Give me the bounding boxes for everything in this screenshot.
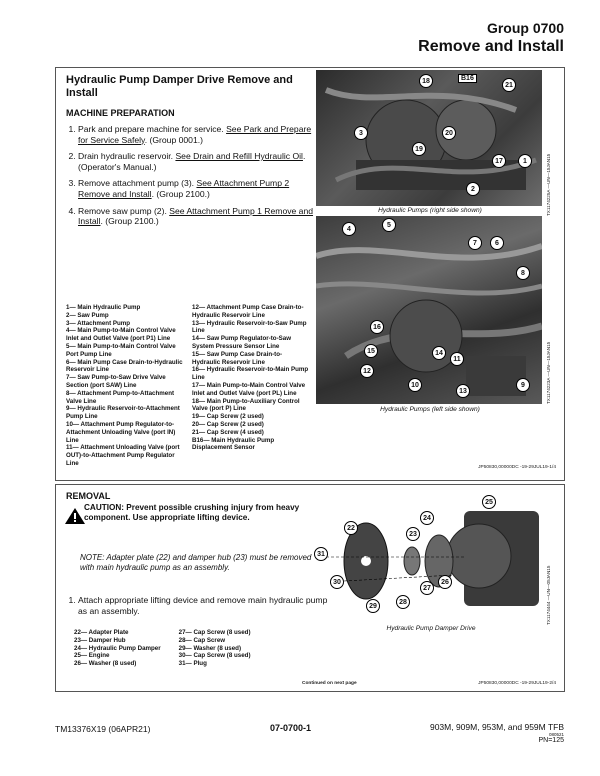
legend-item: 19— Cap Screw (2 used): [192, 413, 264, 421]
reference-code: JP50830,00000DC -19-29JUL19-1/4: [478, 465, 556, 470]
legend-item: 30— Cap Screw (8 used): [178, 652, 251, 660]
callout-12: 12: [360, 364, 374, 378]
warning-icon: [64, 507, 86, 525]
legend-item: 16— Hydraulic Reservoir-to-Main Pump Line: [192, 366, 309, 382]
note-text: NOTE: Adapter plate (22) and damper hub (23) must be removed with main hydraulic pump as an assembly.: [80, 553, 312, 572]
callout-6: 6: [490, 236, 504, 250]
step-item: 1. Attach appropriate lifting device and remove main hydraulic pump as an assembly.: [78, 595, 328, 616]
parts-legend: [66, 304, 316, 468]
model-names: 903M, 909M, 953M, and 959M TFB: [429, 722, 564, 732]
step-item: 3. Remove attachment pump (3). See Attachment Pump 2 Remove and Install. (Group 2100.): [78, 178, 316, 199]
hydraulic-pumps-right-photo: [316, 70, 542, 206]
callout-29: 29: [366, 599, 380, 613]
page-title: Remove and Install: [418, 38, 564, 55]
parts-legend: [74, 629, 251, 668]
legend-item: 18— Main Pump-to-Auxiliary Control Valve (port P) Line: [192, 397, 300, 413]
legend-item: 23— Damper Hub: [74, 636, 126, 644]
removal-panel: [55, 484, 565, 692]
damper-drive-diagram: [314, 491, 542, 621]
removal-steps: [66, 595, 328, 622]
group-header: [418, 20, 564, 56]
callout-27: 27: [420, 581, 434, 595]
legend-item: 14— Saw Pump Regulator-to-Saw System Pressure Sensor Line: [192, 335, 292, 350]
callout-22: 22: [344, 521, 358, 535]
callout-15: 15: [364, 344, 378, 358]
step-item: 1. Park and prepare machine for service. See Park and Prepare for Service Safely. (Group 0001.): [78, 124, 316, 145]
callout-21: 21: [502, 78, 516, 92]
callout-3: 3: [354, 126, 368, 140]
model-info: [430, 722, 564, 744]
step-link[interactable]: See Attachment Pump 1 Remove and Install: [78, 205, 314, 227]
photo1-id: TX1174225A —UN—15JAN15: [546, 153, 551, 216]
photo2-caption: Hydraulic Pumps (left side shown): [380, 406, 480, 413]
legend-item: 24— Hydraulic Pump Damper: [74, 644, 161, 652]
legend-item: 11— Attachment Unloading Valve (port OUT)-to-Attachment Pump Regulator Line: [66, 444, 180, 467]
callout-31: 31: [314, 547, 328, 561]
pn-number: PN=125: [538, 737, 564, 744]
pump-illustration: [316, 216, 542, 404]
callout-30: 30: [330, 575, 344, 589]
callout-9: 9: [516, 378, 530, 392]
legend-item: 26— Washer (8 used): [74, 660, 137, 668]
photo1-caption: Hydraulic Pumps (right side shown): [378, 207, 482, 214]
legend-item: 15— Saw Pump Case Drain-to-Hydraulic Reservoir Line: [192, 350, 283, 366]
callout-19: 19: [412, 142, 426, 156]
callout-23: 23: [406, 527, 420, 541]
callout-28: 28: [396, 595, 410, 609]
page-number: 07-0700-1: [270, 723, 312, 733]
continued-note: Continued on next page: [302, 681, 357, 686]
preparation-steps: [66, 124, 316, 227]
legend-item: 9— Hydraulic Reservoir-to-Attachment Pump Line: [66, 405, 180, 421]
legend-item: 6— Main Pump Case Drain-to-Hydraulic Reservoir Line: [66, 358, 183, 374]
diagram-caption: Hydraulic Pump Damper Drive: [386, 625, 476, 632]
callout-8: 8: [516, 266, 530, 280]
step-link[interactable]: See Attachment Pump 2 Remove and Install: [78, 178, 290, 199]
callout-10: 10: [408, 378, 422, 392]
callout-b16: B16: [458, 74, 477, 83]
machine-preparation-panel: [55, 67, 565, 481]
legend-item: 8— Attachment Pump-to-Attachment Valve Line: [66, 389, 175, 405]
manual-id: TM13376X19 (06APR21): [55, 724, 151, 734]
callout-14: 14: [432, 346, 446, 360]
photo2-id: TX1174223A —UN—15JAN15: [546, 341, 551, 404]
callout-4: 4: [342, 222, 356, 236]
callout-5: 5: [382, 218, 396, 232]
callout-24: 24: [420, 511, 434, 525]
callout-18: 18: [419, 74, 433, 88]
caution-text: CAUTION: Prevent possible crushing injury from heavy component. Use appropriate lifting device.: [84, 503, 300, 522]
callout-7: 7: [468, 236, 482, 250]
callout-11: 11: [450, 352, 464, 366]
section-title: REMOVAL: [66, 491, 111, 501]
legend-item: 2— Saw Pump: [66, 311, 109, 319]
legend-item: 4— Main Pump-to-Main Control Valve Inlet and Outlet Valve (port P1) Line: [66, 327, 176, 343]
hydraulic-pumps-left-photo: [316, 216, 542, 404]
legend-item: B16— Main Hydraulic Pump Displacement Sensor: [192, 436, 275, 452]
legend-item: 13— Hydraulic Reservoir-to-Saw Pump Line: [192, 319, 307, 335]
legend-item: 20— Cap Screw (2 used): [192, 420, 264, 428]
callout-26: 26: [438, 575, 452, 589]
step-item: 2. Drain hydraulic reservoir. See Drain and Refill Hydraulic Oil. (Operator's Manual.): [78, 151, 316, 172]
legend-item: 17— Main Pump-to-Main Control Valve Inlet and Outlet Valve (port PL) Line: [192, 381, 306, 397]
callout-2: 2: [466, 182, 480, 196]
legend-item: 31— Plug: [178, 660, 207, 668]
legend-item: 25— Engine: [74, 652, 110, 660]
callout-16: 16: [370, 320, 384, 334]
legend-item: 29— Washer (8 used): [178, 644, 242, 652]
legend-item: 1— Main Hydraulic Pump: [66, 304, 141, 311]
diagram-id: TX1174444 —UN—05JAN15: [546, 565, 551, 625]
section-title: Hydraulic Pump Damper Drive Remove and Install: [66, 74, 293, 99]
section-subtitle: MACHINE PREPARATION: [66, 108, 175, 118]
reference-code: JP50830,00000DC -19-29JUL19-2/4: [478, 681, 556, 686]
legend-item: 12— Attachment Pump Case Drain-to-Hydraulic Reservoir Line: [192, 304, 304, 319]
callout-17: 17: [492, 154, 506, 168]
step-link[interactable]: See Drain and Refill Hydraulic Oil: [175, 151, 303, 162]
legend-item: 10— Attachment Pump Regulator-to-Attachment Unloading Valve (port IN) Line: [66, 420, 176, 444]
callout-20: 20: [442, 126, 456, 140]
legend-item: 27— Cap Screw (8 used): [178, 629, 251, 636]
group-number: Group 0700: [486, 20, 564, 36]
callout-25: 25: [482, 495, 496, 509]
legend-item: 5— Main Pump-to-Main Control Valve Port Pump Line: [66, 342, 176, 358]
legend-item: 3— Attachment Pump: [66, 319, 131, 327]
callout-1: 1: [518, 154, 532, 168]
legend-item: 22— Adapter Plate: [74, 629, 129, 636]
step-item: 4. Remove saw pump (2). See Attachment Pump 1 Remove and Install. (Group 2100.): [78, 206, 316, 227]
legend-item: 28— Cap Screw: [178, 636, 226, 644]
callout-13: 13: [456, 384, 470, 398]
print-date: 080521: [548, 732, 564, 737]
step-link[interactable]: See Park and Prepare for Service Safely: [78, 124, 312, 145]
legend-item: 7— Saw Pump-to-Saw Drive Valve Section (port SAW) Line: [66, 374, 166, 389]
legend-item: 21— Cap Screw (4 used): [192, 428, 264, 436]
